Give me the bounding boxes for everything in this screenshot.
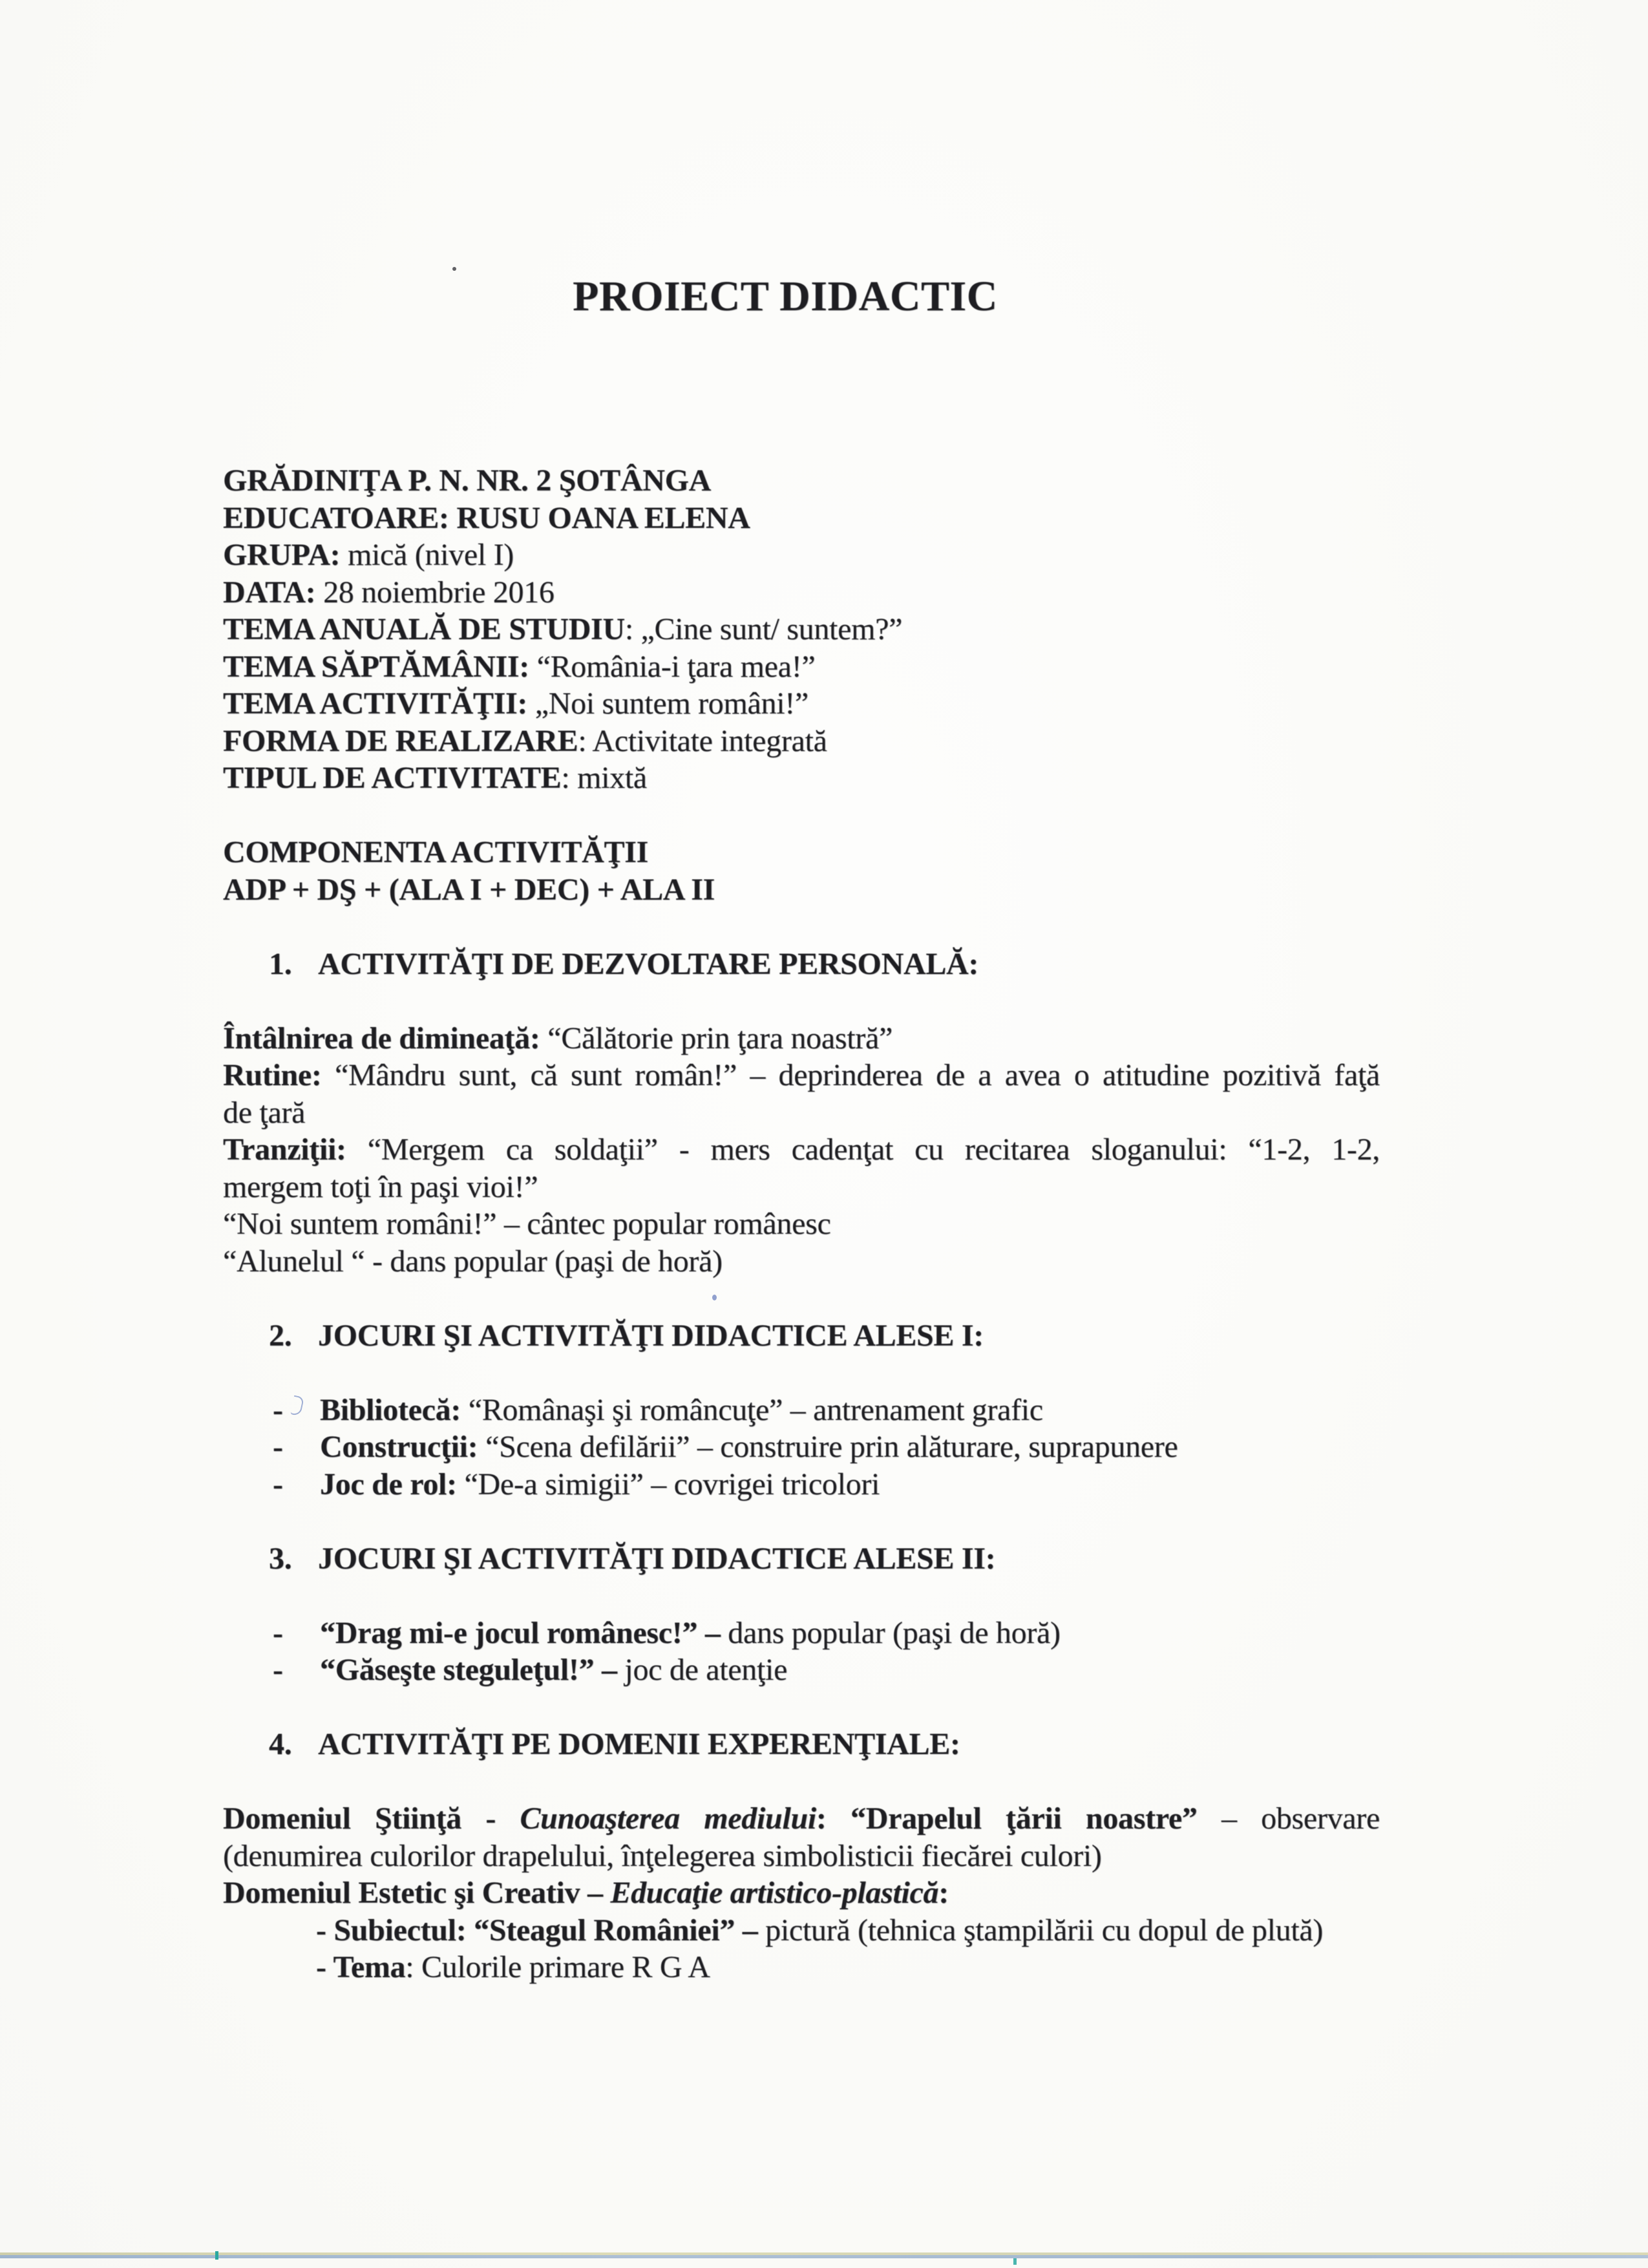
document-title: PROIECT DIDACTIC: [573, 273, 998, 320]
blank-line: [223, 1503, 1380, 1540]
text-run: “Scena defilării” – construire prin alăturare, suprapunere: [478, 1430, 1178, 1464]
text-run: “Călătorie prin ţara noastră”: [540, 1021, 893, 1055]
document-line: [223, 462, 1380, 500]
text-run: JOCURI ŞI ACTIVITĂŢI DIDACTICE ALESE II:: [318, 1541, 996, 1576]
text-run: GRĂDINIŢA P. N. NR. 2 ŞOTÂNGA: [223, 463, 711, 498]
scanner-artifact-tick: [215, 2251, 218, 2260]
text-run: mergem toţi în paşi vioi!”: [223, 1169, 538, 1204]
list-item: [223, 1651, 1380, 1689]
document-line: [223, 574, 1380, 611]
text-run: COMPONENTA ACTIVITĂŢII: [223, 835, 648, 869]
text-run: ADP + DŞ + (ALA I + DEC) + ALA II: [223, 872, 715, 907]
text-run: “Românaşi şi româncuţe” – antrenament grafic: [461, 1392, 1043, 1427]
document-line: [223, 723, 1380, 760]
text-run: GRUPA:: [223, 538, 341, 572]
document-line: [223, 1057, 1380, 1094]
text-run: TEMA SĂPTĂMÂNII:: [223, 649, 529, 684]
section-heading: [223, 946, 1380, 983]
text-run: Tranziţii:: [223, 1132, 346, 1167]
document-line: [223, 1874, 1380, 1912]
text-run: : Culorile primare R G A: [405, 1950, 710, 1984]
sub-list-item: [223, 1912, 1380, 1949]
document-line: [223, 871, 1380, 909]
text-run: – observare: [1197, 1801, 1380, 1836]
text-run: “Drapelul ţării noastre”: [850, 1801, 1198, 1836]
scanner-artifact-band-blue: [0, 2255, 1648, 2258]
text-run: “Alunelul “ - dans popular (paşi de horă): [223, 1244, 723, 1278]
heading-number: 4.: [269, 1727, 292, 1761]
document-content: [223, 273, 1380, 1986]
list-item: [223, 1428, 1380, 1466]
text-run: :: [938, 1876, 949, 1910]
blank-line: [223, 1354, 1380, 1392]
list-item: [223, 1392, 1380, 1429]
text-run: “Mândru sunt, că sunt român!” – deprinderea de a avea o atitudine pozitivă faţă: [321, 1058, 1380, 1092]
bullet-dash: -: [273, 1392, 283, 1427]
text-run: 28 noiembrie 2016: [315, 575, 555, 609]
document-line: [223, 648, 1380, 686]
text-run: mică (nivel I): [340, 538, 514, 572]
scanner-artifact-tick: [1013, 2258, 1017, 2265]
scan-speck: [452, 267, 456, 271]
text-run: Educaţie artistico-plastică: [610, 1876, 939, 1910]
text-run: “Găseşte steguleţul!” –: [320, 1653, 617, 1687]
document-line: [223, 759, 1380, 797]
text-run: de ţară: [223, 1095, 306, 1130]
text-run: “România-i ţara mea!”: [529, 649, 816, 684]
text-run: FORMA DE REALIZARE: [223, 723, 578, 758]
text-run: (denumirea culorilor drapelului, înţelegerea simbolisticii fiecărei culori): [223, 1838, 1102, 1873]
text-run: Joc de rol:: [320, 1467, 457, 1501]
text-run: ACTIVITĂŢI DE DEZVOLTARE PERSONALĂ:: [318, 946, 979, 981]
text-run: Domeniul Ştiinţă -: [223, 1801, 520, 1836]
blank-line: [223, 982, 1380, 1020]
text-run: DATA:: [223, 575, 316, 609]
document-line: [223, 1169, 1380, 1206]
blank-line: [223, 1763, 1380, 1801]
document-line: [223, 1020, 1380, 1057]
text-run: “De-a simigii” – covrigei tricolori: [456, 1467, 880, 1501]
list-item: [223, 1466, 1380, 1503]
bullet-dash: -: [273, 1615, 283, 1650]
text-run: pictură (tehnica ştampilării cu dopul de plută): [757, 1913, 1324, 1947]
text-run: JOCURI ŞI ACTIVITĂŢI DIDACTICE ALESE I:: [318, 1318, 984, 1353]
document-line: [223, 611, 1380, 648]
text-run: ACTIVITĂŢI PE DOMENII EXPERENŢIALE:: [318, 1727, 960, 1761]
section-heading: [223, 1540, 1380, 1578]
blank-line: [223, 1280, 1380, 1317]
text-run: : Activitate integrată: [578, 723, 827, 758]
pen-mark: [712, 1295, 717, 1300]
text-run: Cunoaşterea mediului: [520, 1801, 816, 1836]
document-body: [223, 462, 1380, 1986]
text-run: :: [816, 1801, 851, 1836]
text-run: Întâlnirea de dimineaţă:: [223, 1021, 540, 1055]
bullet-dash: -: [273, 1467, 283, 1501]
text-run: TEMA ACTIVITĂŢII:: [223, 686, 528, 721]
text-run: - Tema: [316, 1950, 406, 1984]
heading-number: 3.: [269, 1541, 292, 1576]
document-line: [223, 500, 1380, 537]
list-item: [223, 1615, 1380, 1652]
text-run: Domeniul Estetic şi Creativ –: [223, 1876, 611, 1910]
text-run: dans popular (paşi de horă): [720, 1615, 1061, 1650]
text-run: : „Cine sunt/ suntem?”: [624, 612, 903, 646]
text-run: Rutine:: [223, 1058, 322, 1092]
document-line: [223, 536, 1380, 574]
document-line: [223, 1838, 1380, 1875]
blank-line: [223, 1577, 1380, 1615]
text-run: TEMA ANUALĂ DE STUDIU: [223, 612, 625, 646]
text-run: „Noi suntem români!”: [527, 686, 808, 721]
text-run: TIPUL DE ACTIVITATE: [223, 761, 562, 795]
blank-line: [223, 1689, 1380, 1726]
section-heading: [223, 1317, 1380, 1355]
document-line: [223, 1800, 1380, 1838]
document-line: [223, 685, 1380, 723]
text-run: EDUCATOARE: RUSU OANA ELENA: [223, 500, 750, 535]
document-line: [223, 834, 1380, 871]
text-run: “Noi suntem români!” – cântec popular românesc: [223, 1207, 831, 1241]
bullet-dash: -: [273, 1653, 283, 1687]
section-heading: [223, 1726, 1380, 1763]
text-run: : mixtă: [561, 761, 647, 795]
heading-number: 1.: [269, 946, 292, 981]
sub-list-item: [223, 1949, 1380, 1986]
text-run: Bibliotecă:: [320, 1392, 461, 1427]
document-line: [223, 1131, 1380, 1169]
document-line: [223, 1094, 1380, 1132]
text-run: joc de atenţie: [617, 1653, 788, 1687]
text-run: “Mergem ca soldaţii” - mers cadenţat cu recitarea sloganului: “1-2, 1-2,: [346, 1132, 1380, 1167]
blank-line: [223, 908, 1380, 946]
text-run: “Drag mi-e jocul românesc!” –: [320, 1615, 721, 1650]
heading-number: 2.: [269, 1318, 292, 1353]
document-line: [223, 1243, 1380, 1280]
blank-line: [223, 797, 1380, 834]
document-line: [223, 1205, 1380, 1243]
bullet-dash: -: [273, 1430, 283, 1464]
text-run: Construcţii:: [320, 1430, 478, 1464]
text-run: - Subiectul: “Steagul României” –: [316, 1913, 758, 1947]
